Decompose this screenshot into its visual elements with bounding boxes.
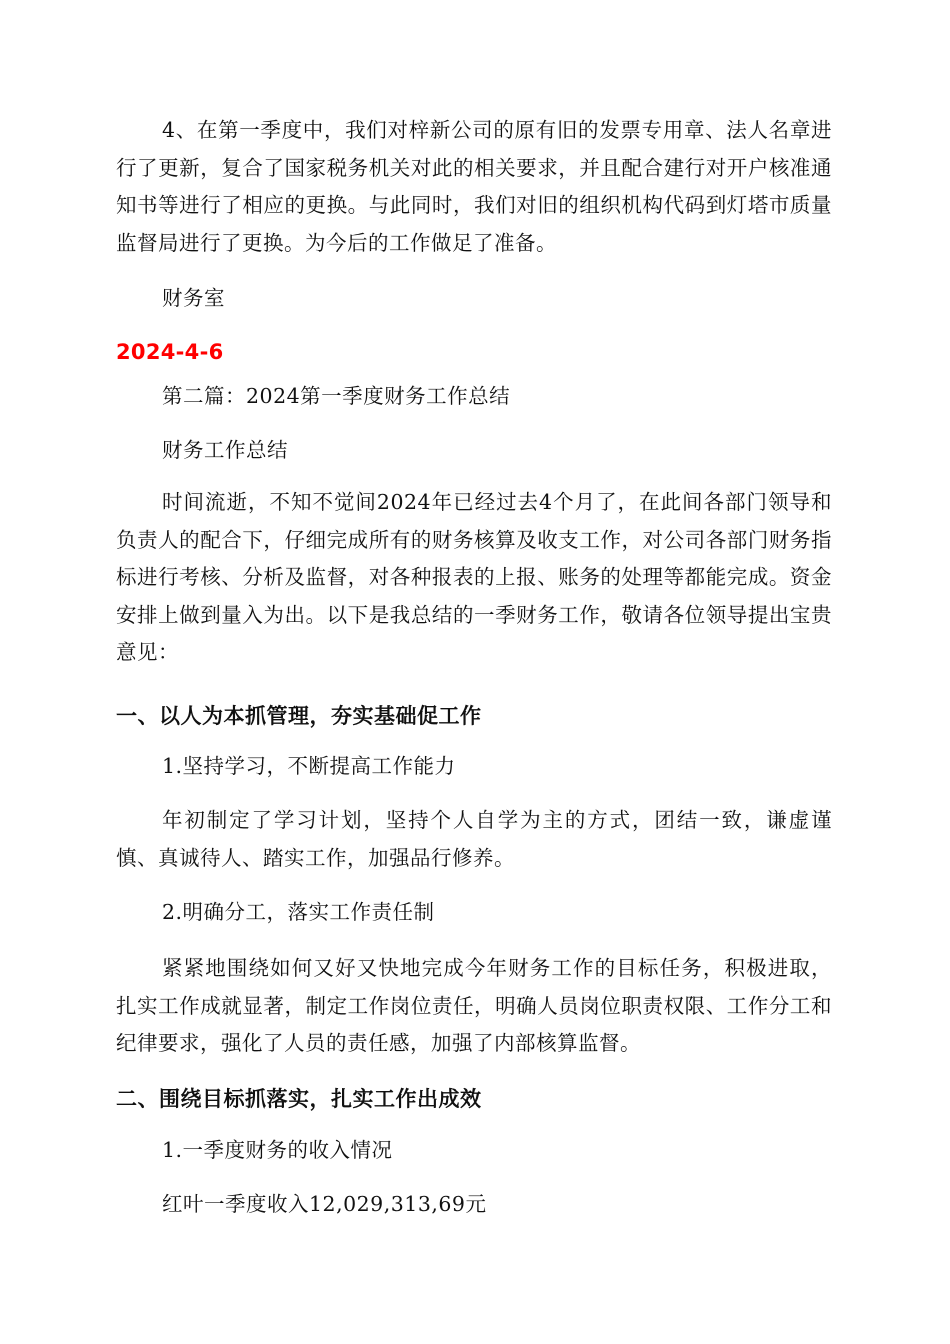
- item-1-body: 年初制定了学习计划，坚持个人自学为主的方式，团结一致，谦虚谨慎、真诚待人、踏实工作，加强品行修养。: [116, 808, 832, 870]
- item-3-title: 1.一季度财务的收入情况: [162, 1138, 393, 1162]
- intro-paragraph: 时间流逝，不知不觉间2024年已经过去4个月了，在此间各部门领导和负责人的配合下，仔细完成所有的财务核算及收支工作，对公司各部门财务指标进行考核、分析及监督，对各种报表的上报、账务的处理等都能完成。资金安排上做到量入为出。以下是我总结的一季财务工作，敬请各位领导提出宝贵意见：: [116, 490, 832, 664]
- document-date: 2024-4-6: [116, 340, 224, 364]
- item-1-title: 1.坚持学习，不断提高工作能力: [162, 754, 456, 778]
- department-signature: 财务室: [162, 286, 225, 310]
- item-2-title: 2.明确分工，落实工作责任制: [162, 900, 435, 924]
- section-heading-1: 一、以人为本抓管理，夯实基础促工作: [116, 704, 482, 728]
- section-heading-2: 二、围绕目标抓落实，扎实工作出成效: [116, 1087, 482, 1111]
- item-3-body: 红叶一季度收入12,029,313,69元: [162, 1192, 487, 1216]
- article-title: 第二篇：2024第一季度财务工作总结: [162, 384, 511, 408]
- item-2-body: 紧紧地围绕如何又好又快地完成今年财务工作的目标任务，积极进取，扎实工作成就显著，制定工作岗位责任，明确人员岗位职责权限、工作分工和纪律要求，强化了人员的责任感，加强了内部核算监督。: [116, 956, 832, 1055]
- paragraph-invoice-seal-update: 4、在第一季度中，我们对梓新公司的原有旧的发票专用章、法人名章进行了更新，复合了国家税务机关对此的相关要求，并且配合建行对开户核准通知书等进行了相应的更换。与此同时，我们对旧的组织机构代码到灯塔市质量监督局进行了更换。为今后的工作做足了准备。: [116, 118, 832, 255]
- article-subtitle: 财务工作总结: [162, 438, 288, 462]
